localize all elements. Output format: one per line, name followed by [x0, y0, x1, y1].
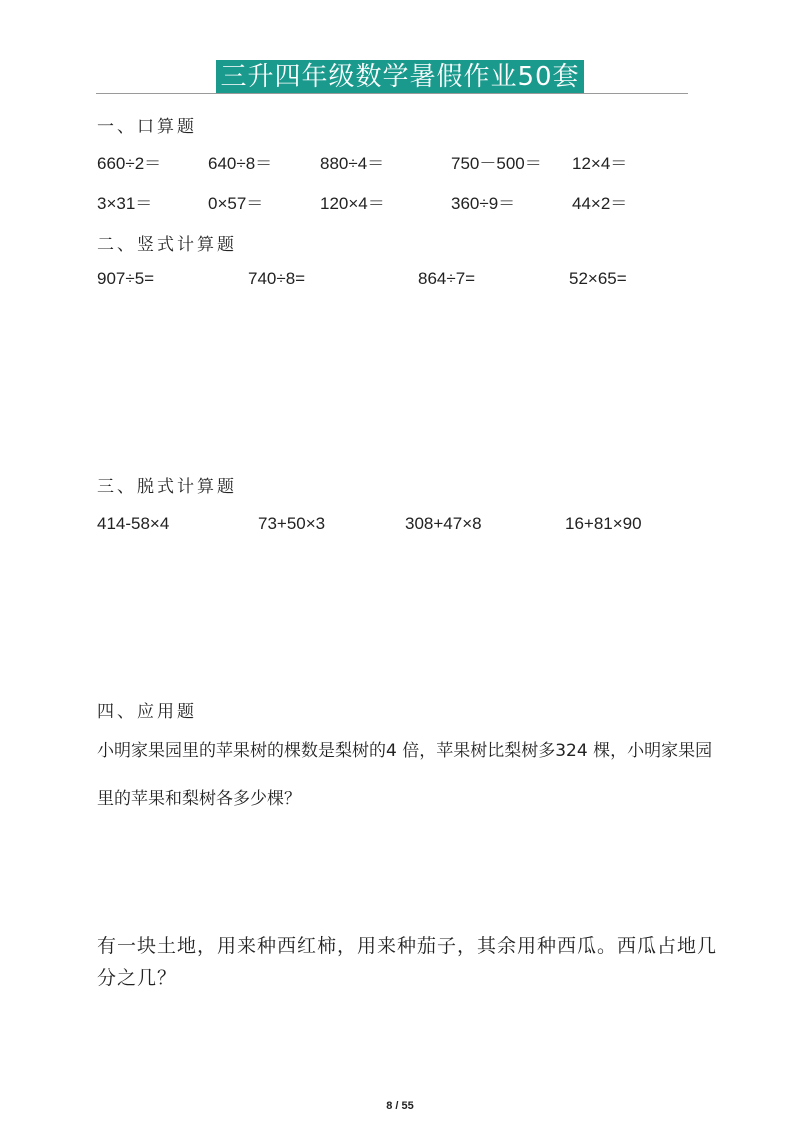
word-problem-2: 有一块土地，用来种西红柿，用来种茄子，其余用种西瓜。西瓜占地几分之几？	[97, 935, 718, 989]
stepwise-item: 73+50×3	[258, 514, 326, 533]
vertical-item: 864÷7=	[418, 269, 476, 288]
oral-item: 44×2＝	[572, 194, 628, 213]
oral-item: 0×57＝	[208, 194, 264, 213]
oral-item: 880÷4＝	[320, 154, 385, 173]
stepwise-item: 16+81×90	[565, 514, 642, 533]
section-heading-stepwise: 三、脱式计算题	[97, 477, 237, 497]
title-divider	[96, 93, 688, 94]
oral-item: 120×4＝	[320, 194, 385, 213]
vertical-item: 740÷8=	[248, 269, 306, 288]
section-heading-oral: 一、口算题	[97, 117, 197, 137]
oral-item: 360÷9＝	[451, 194, 516, 213]
stepwise-item: 308+47×8	[405, 514, 482, 533]
title-banner	[0, 60, 800, 94]
oral-item: 640÷8＝	[208, 154, 273, 173]
word-problem-1: 小明家果园里的苹果树的棵数是梨树的4 倍，苹果树比梨树多324 棵，小明家果园里的苹果和梨树各多少棵？	[97, 741, 713, 809]
page-title: 三升四年级数学暑假作业50套	[216, 60, 583, 94]
page-number: 8 / 55	[386, 1100, 414, 1112]
stepwise-item: 414-58×4	[97, 514, 170, 533]
oral-item: 3×31＝	[97, 194, 153, 213]
oral-item: 12×4＝	[572, 154, 628, 173]
section-heading-word: 四、应用题	[97, 702, 197, 722]
oral-item: 660÷2＝	[97, 154, 162, 173]
section-heading-vertical: 二、竖式计算题	[97, 235, 237, 255]
oral-item: 750－500＝	[451, 154, 542, 173]
vertical-item: 52×65=	[569, 269, 627, 288]
vertical-item: 907÷5=	[97, 269, 155, 288]
